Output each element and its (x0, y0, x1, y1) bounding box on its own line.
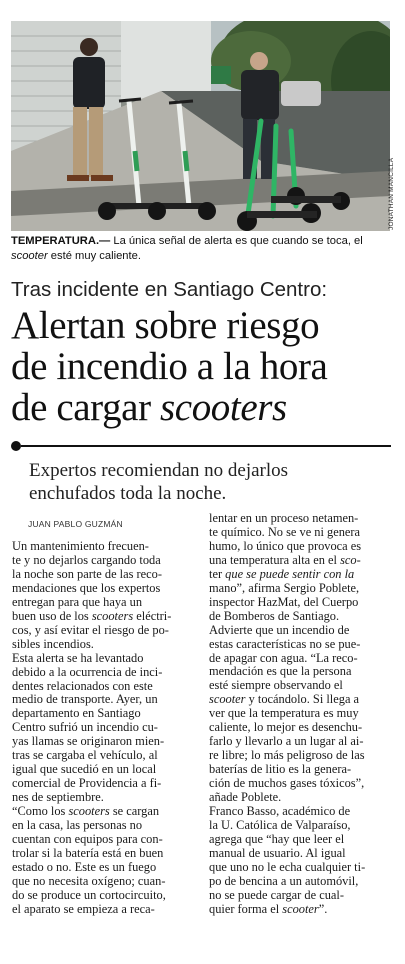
body-text-line: en la casa, las personas no (12, 818, 143, 833)
body-text-line: una temperatura alta en el sco- (209, 552, 361, 567)
deck-line-2: enchufados toda la noche. (29, 483, 227, 504)
headline-line-3-italic: scooters (160, 386, 287, 429)
body-text-line: estado o no. Este es un fuego (12, 859, 157, 874)
body-text-line: mendaciones que los expertos (12, 580, 161, 595)
headline-line-3-plain: de cargar (11, 386, 161, 429)
body-text-line: agrega que “hay que leer el (209, 831, 345, 846)
photo-credit-text: JONATHAN MANCILLA (388, 157, 395, 230)
body-text-line: farlo y llevarlo a un lugar al ai- (209, 734, 364, 749)
body-text-line: ver que la temperatura es muy (209, 706, 359, 721)
body-text-line: buen uso de los scooters eléctri- (12, 608, 172, 623)
body-text-line: debido a la ocurrencia de inci- (12, 664, 163, 679)
body-text-line: manual de usuario. Al igual (209, 845, 346, 860)
article-byline: JUAN PABLO GUZMÁN (28, 519, 123, 529)
news-photo (11, 21, 390, 231)
photo-caption (11, 234, 391, 263)
body-text-line: medio de transporte. Ayer, un (12, 692, 158, 707)
body-text-line: de Bomberos de Santiago. (209, 608, 340, 623)
body-text-line: re libre; lo más peligroso de las (209, 748, 365, 763)
section-rule-dot (11, 441, 21, 451)
body-text-line: mendación es que la persona (209, 664, 352, 679)
body-text-line: entregan para que haya un (12, 594, 143, 609)
caption-text: La única señal de alerta es que cuando se toca, el (110, 235, 363, 247)
body-text-line: de apagar con agua. “La reco- (209, 650, 358, 665)
body-text-line: do se produce un cortocircuito, (12, 887, 166, 902)
body-text-line: Advierte que un incendio de (209, 622, 350, 637)
body-text-line: la noche son parte de las reco- (12, 566, 162, 581)
headline-line-3 (11, 387, 401, 428)
body-text-line: sibles incendios. (12, 636, 94, 651)
body-text-line: “Como los scooters se cargan (12, 804, 160, 819)
body-text-line: baterías de litio es la genera- (209, 762, 352, 777)
body-text-line: trolar si la batería está en buen (12, 845, 164, 860)
body-text-line: el aparato se empieza a reca- (12, 901, 155, 916)
body-text-line: te y no dejarlos cargando toda (12, 552, 161, 567)
body-text-line: caliente, lo mejor es desenchu- (209, 720, 363, 735)
body-text-line: mano”, afirma Sergio Poblete, (209, 580, 360, 595)
body-text-line: inspector HazMat, del Cuerpo (209, 594, 359, 609)
section-rule-line (21, 445, 391, 447)
body-text-line: po de bencina a un automóvil, (209, 873, 359, 888)
body-text-line: ter que se puede sentir con la (209, 566, 355, 581)
article-column-1 (12, 540, 202, 917)
article-headline (11, 305, 401, 428)
caption-text-end: esté muy caliente. (47, 249, 141, 262)
body-text-line: cuentan con equipos para con- (12, 832, 163, 847)
body-text-line: scooter y tocándolo. Si llega a (209, 692, 360, 707)
body-text-line: tras se cargaba el vehículo, al (12, 748, 158, 763)
body-text-line: lentar en un proceso netamen- (209, 511, 359, 525)
caption-italic-word: scooter (11, 249, 48, 262)
body-text-line: comercial de Providencia a fi- (12, 776, 162, 791)
body-text-line: yas llamas se originaron mien- (12, 734, 165, 749)
body-text-line: departamento en Santiago (12, 706, 141, 721)
body-text-line: dentes relacionados con este (12, 678, 153, 693)
body-text-line: igual que sucedió en un local (12, 762, 157, 777)
article-deck (29, 459, 389, 505)
deck-line-1: Expertos recomiendan no dejarlos (29, 460, 289, 481)
body-text-line: no se puede cargar de cual- (209, 887, 344, 902)
body-text-line: Centro sufrió un incendio cu- (12, 720, 158, 735)
body-text-line: esté siempre observando el (209, 678, 343, 693)
body-text-line: quier forma el scooter”. (209, 901, 328, 916)
body-text-line: cos, y así evitar el riesgo de po- (12, 622, 169, 637)
body-text-line: nes de septiembre. (12, 790, 104, 805)
headline-line-1: Alertan sobre riesgo (11, 304, 320, 347)
body-text-line: añade Poblete. (209, 790, 282, 805)
body-text-line: Franco Basso, académico de (209, 804, 351, 819)
headline-line-2: de incendio a la hora (11, 345, 328, 388)
body-text-line: humo, lo único que provoca es (209, 538, 362, 553)
body-text-line: que no necesita oxígeno; cuan- (12, 873, 166, 888)
photo-credit (388, 157, 398, 230)
article-kicker: Tras incidente en Santiago Centro: (11, 278, 328, 301)
caption-label: TEMPERATURA.— (11, 235, 111, 247)
body-text-line: la U. Católica de Valparaíso, (209, 817, 351, 832)
body-text-line: estas características no se pue- (209, 636, 361, 651)
body-text-line: Esta alerta se ha levantado (12, 650, 144, 665)
body-text-line: Un mantenimiento frecuen- (12, 539, 149, 553)
scooters-photo-illustration (11, 21, 390, 231)
body-text-line: que uno no le echa cualquier ti- (209, 859, 366, 874)
article-column-2 (209, 512, 394, 917)
body-text-line: ción de muchos gases tóxicos”, (209, 776, 365, 791)
body-text-line: te químico. No se ve ni genera (209, 524, 361, 539)
